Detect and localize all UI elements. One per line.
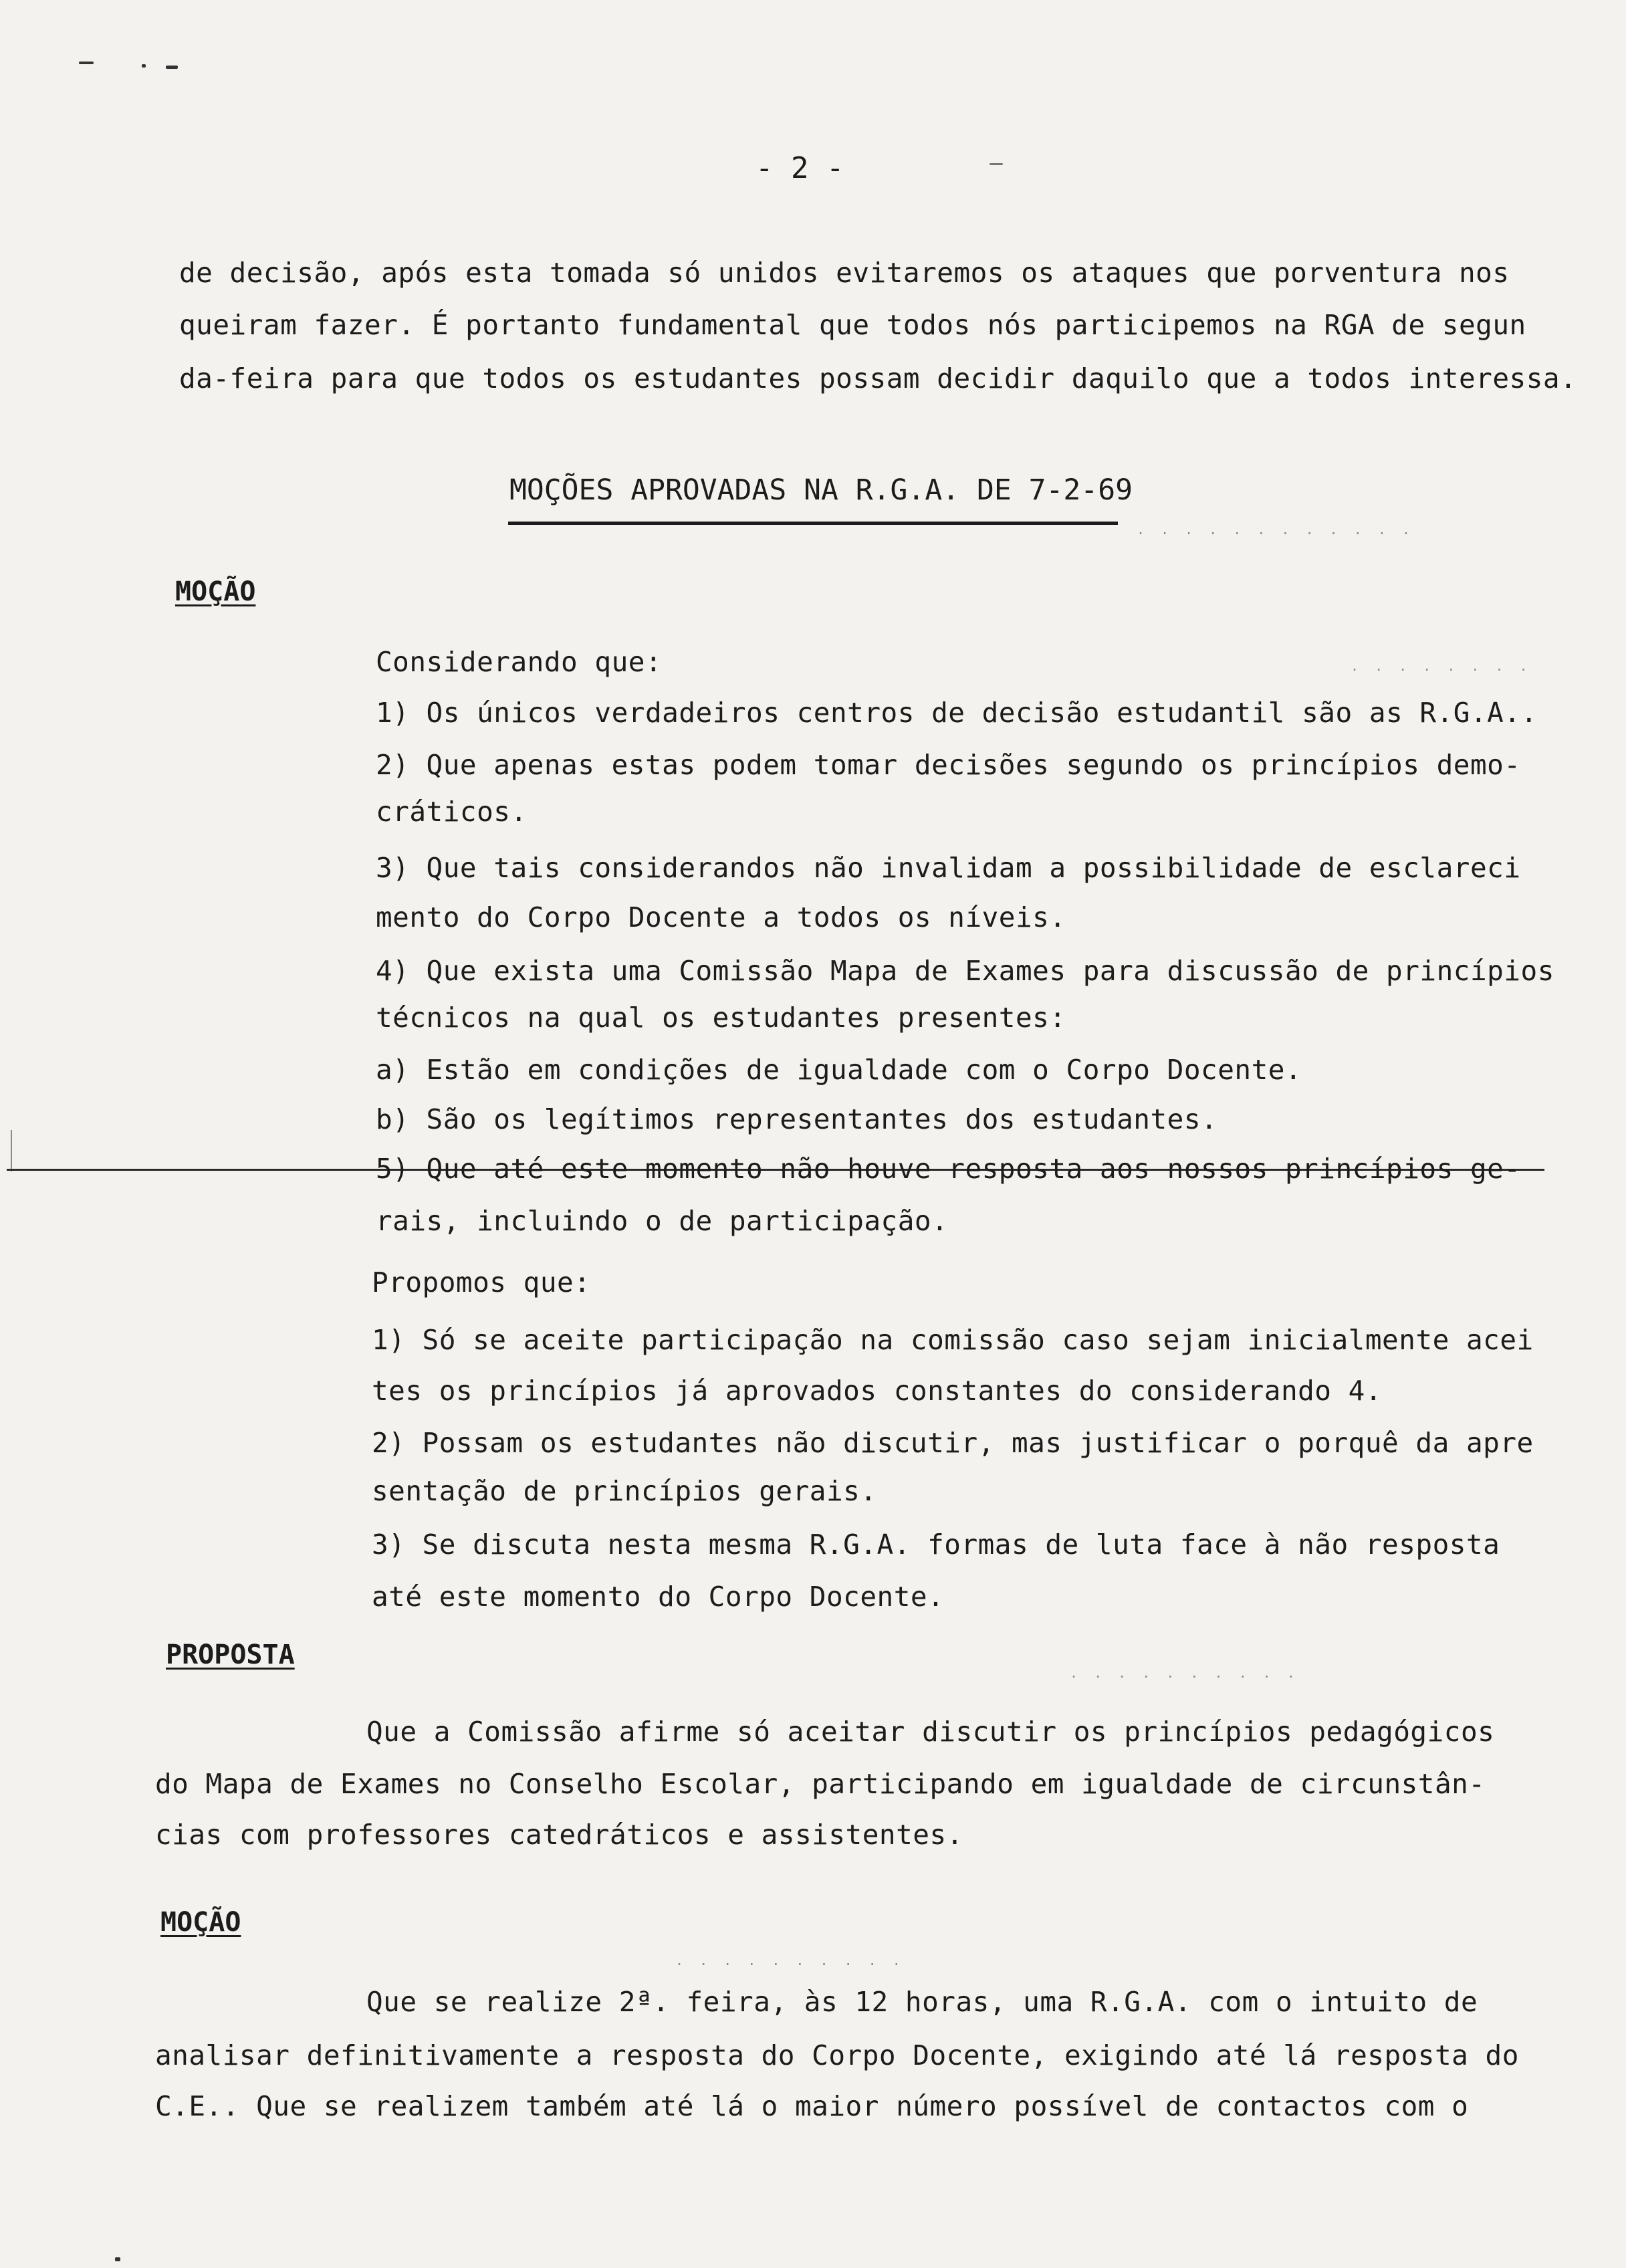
considerando-line: mento do Corpo Docente a todos os níveis. [376,901,1066,933]
mocao-2-line: Que se realize 2ª. feira, às 12 horas, uma R.G.A. com o intuito de [366,1986,1478,2018]
considerando-line: 2) Que apenas estas podem tomar decisões segundo os princípios demo- [376,749,1521,781]
propomos-intro: Propomos que: [372,1266,591,1298]
considerando-line: 4) Que exista uma Comissão Mapa de Exames para discussão de princípios [376,955,1554,987]
considerando-line: 3) Que tais considerandos não invalidam a possibilidade de esclareci [376,852,1521,884]
proposta-line: cias com professores catedráticos e assistentes. [155,1819,963,1851]
considerando-line: cráticos. [376,796,528,828]
scan-mark [142,64,146,68]
intro-line-1: de decisão, após esta tomada só unidos evitaremos os ataques que porventura nos [179,257,1510,289]
proposta-line: Que a Comissão afirme só aceitar discutir os princípios pedagógicos [366,1716,1495,1748]
considerando-intro: Considerando que: [376,646,663,678]
considerando-line: rais, incluindo o de participação. [376,1205,949,1237]
document-title: MOÇÕES APROVADAS NA R.G.A. DE 7-2-69 [509,473,1133,507]
considerando-line: técnicos na qual os estudantes presentes: [376,1002,1066,1034]
scan-mark [990,163,1003,165]
propomos-line: sentação de princípios gerais. [372,1475,877,1507]
propomos-line: 3) Se discuta nesta mesma R.G.A. formas de luta face à não resposta [372,1528,1500,1561]
faint-dots: . . . . . . . . . . [1070,1665,1299,1681]
faint-dots: . . . . . . . . . . . . [1137,522,1414,538]
margin-mark [11,1130,12,1171]
considerando-line: 1) Os únicos verdadeiros centros de decisão estudantil são as R.G.A.. [376,697,1538,729]
scan-mark [79,62,94,64]
propomos-line: tes os princípios já aprovados constantes do considerando 4. [372,1375,1383,1407]
intro-line-2: queiram fazer. É portanto fundamental que todos nós participemos na RGA de segun [179,309,1526,341]
considerando-line: b) São os legítimos representantes dos estudantes. [376,1103,1218,1135]
faint-dots: . . . . . . . . [1351,658,1532,674]
considerando-line: 5) Que até este momento não houve resposta aos nossos princípios ge- [376,1153,1521,1185]
page-number: - 2 - [756,151,844,185]
propomos-line: até este momento do Corpo Docente. [372,1581,945,1613]
intro-line-3: da-feira para que todos os estudantes possam decidir daquilo que a todos interessa. [179,362,1577,394]
scan-mark [166,66,178,69]
mocao-1-heading: MOÇÃO [175,576,256,607]
proposta-line: do Mapa de Exames no Conselho Escolar, participando em igualdade de circunstân- [155,1768,1486,1800]
title-underline [508,522,1118,525]
propomos-line: 1) Só se aceite participação na comissão caso sejam inicialmente acei [372,1324,1534,1356]
scan-mark [115,2257,120,2261]
mocao-2-line: C.E.. Que se realizem também até lá o maior número possível de contactos com o [155,2090,1469,2122]
proposta-heading: PROPOSTA [166,1639,295,1670]
faint-dots: . . . . . . . . . . [675,1952,905,1968]
mocao-2-heading: MOÇÃO [160,1907,241,1938]
propomos-line: 2) Possam os estudantes não discutir, mas justificar o porquê da apre [372,1427,1534,1459]
considerando-line: a) Estão em condições de igualdade com o Corpo Docente. [376,1054,1302,1086]
mocao-2-line: analisar definitivamente a resposta do Corpo Docente, exigindo até lá resposta do [155,2039,1519,2071]
